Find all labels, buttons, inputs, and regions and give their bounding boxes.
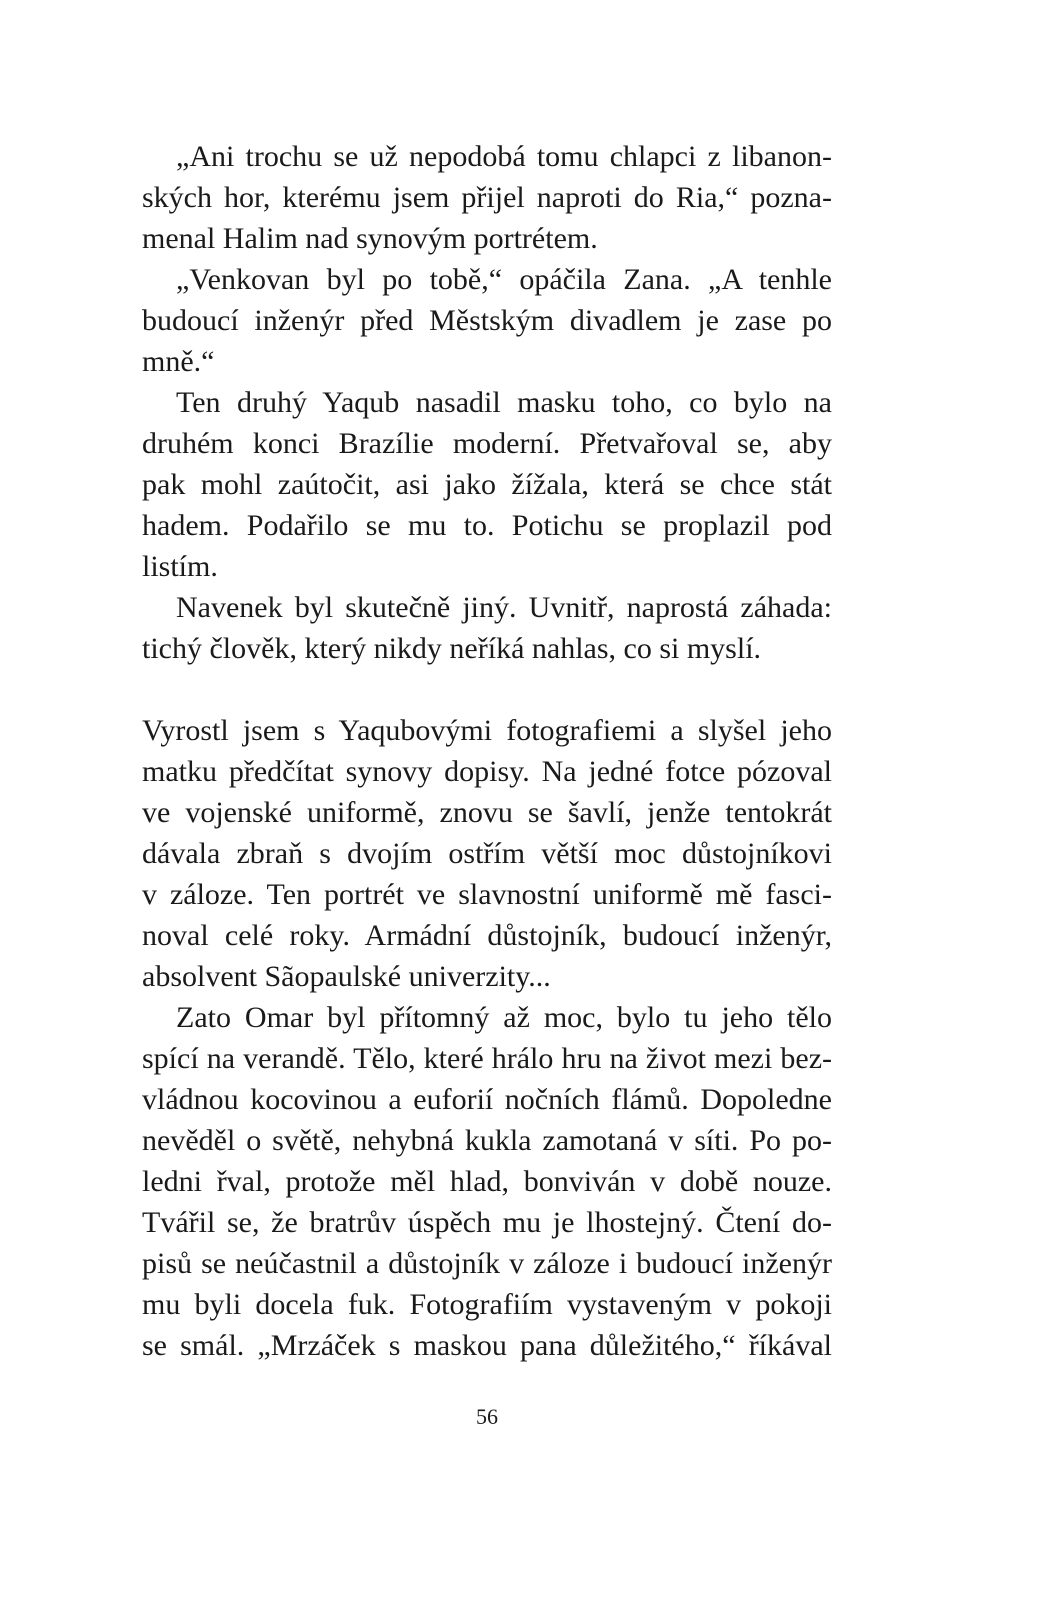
text-line: absolvent Sãopaulské univerzity... — [142, 960, 551, 993]
text-line: pak mohl zaútočit, asi jako žížala, která se chce stát — [142, 468, 832, 501]
text-line: mně.“ — [142, 345, 215, 378]
text-line: dávala zbraň s dvojím ostřím větší moc důstojníkovi — [142, 837, 832, 870]
text-line: listím. — [142, 550, 218, 583]
paragraph — [142, 382, 832, 587]
text-line: spící na verandě. Tělo, které hrálo hru na život mezi bez- — [142, 1042, 832, 1075]
text-line: druhém konci Brazílie moderní. Přetvařoval se, aby — [142, 427, 832, 460]
page-body — [142, 136, 832, 1366]
text-line: budoucí inženýr před Městským divadlem je zase po — [142, 304, 832, 337]
paragraph — [142, 997, 832, 1366]
text-line: „Venkovan byl po tobě,“ opáčila Zana. „A tenhle — [176, 263, 832, 296]
text-line: hadem. Podařilo se mu to. Potichu se proplazil pod — [142, 509, 832, 542]
paragraph — [142, 710, 832, 997]
section-break — [142, 669, 832, 710]
page-number: 56 — [476, 1404, 498, 1429]
text-line: Zato Omar byl přítomný až moc, bylo tu jeho tělo — [176, 1001, 832, 1034]
text-line: pisů se neúčastnil a důstojník v záloze i budoucí inženýr — [142, 1247, 832, 1280]
text-line: „Ani trochu se už nepodobá tomu chlapci z libanon- — [176, 140, 832, 173]
text-line: se smál. „Mrzáček s maskou pana důležitého,“ říkával — [142, 1329, 832, 1362]
paragraph — [142, 587, 832, 669]
paragraph — [142, 136, 832, 259]
text-line: ledni řval, protože měl hlad, bonviván v době nouze. — [142, 1165, 832, 1198]
text-line: Vyrostl jsem s Yaqubovými fotografiemi a slyšel jeho — [142, 714, 832, 747]
text-line: noval celé roky. Armádní důstojník, budoucí inženýr, — [142, 919, 832, 952]
text-line: Navenek byl skutečně jiný. Uvnitř, naprostá záhada: — [176, 591, 832, 624]
text-line: menal Halim nad synovým portrétem. — [142, 222, 598, 255]
text-line: vládnou kocovinou a euforií nočních flámů. Dopoledne — [142, 1083, 832, 1116]
text-line: matku předčítat synovy dopisy. Na jedné fotce pózoval — [142, 755, 832, 788]
paragraph — [142, 259, 832, 382]
text-line: Ten druhý Yaqub nasadil masku toho, co bylo na — [176, 386, 832, 419]
text-line: ve vojenské uniformě, znovu se šavlí, jenže tentokrát — [142, 796, 832, 829]
text-line: ských hor, kterému jsem přijel naproti do Ria,“ pozna- — [142, 181, 832, 214]
text-line: tichý člověk, který nikdy neříká nahlas, co si myslí. — [142, 632, 762, 665]
text-line: nevěděl o světě, nehybná kukla zamotaná v síti. Po po- — [142, 1124, 832, 1157]
text-line: v záloze. Ten portrét ve slavnostní uniformě mě fasci- — [142, 878, 832, 911]
text-line: Tvářil se, že bratrův úspěch mu je lhostejný. Čtení do- — [142, 1206, 832, 1239]
text-line: mu byli docela fuk. Fotografiím vystaveným v pokoji — [142, 1288, 832, 1321]
